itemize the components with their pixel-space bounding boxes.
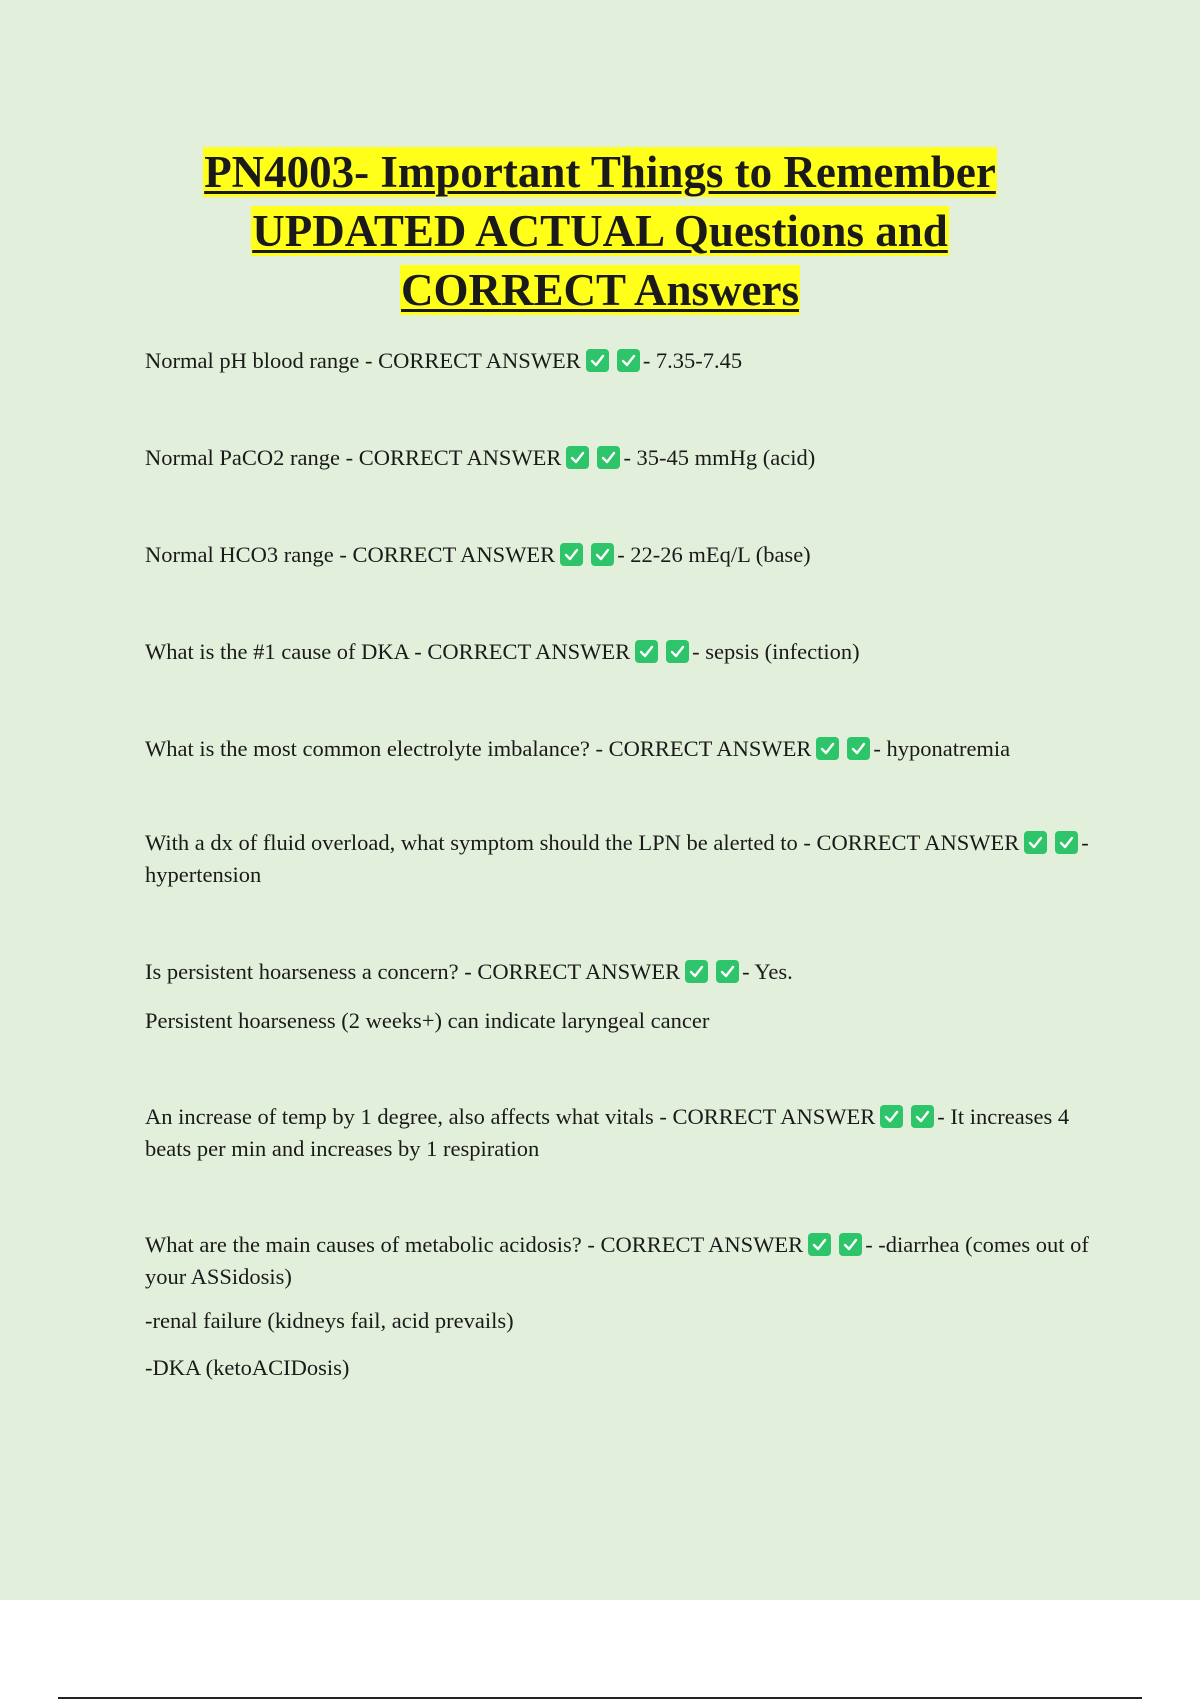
question-text: An increase of temp by 1 degree, also affects what vitals - CORRECT ANSWER [145,1104,876,1129]
note-line: Persistent hoarseness (2 weeks+) can indicate laryngeal cancer [145,1008,710,1033]
check-mark-icon [685,960,708,983]
check-mark-icon [847,737,870,760]
title-line-3: CORRECT Answers [401,265,799,315]
answer-text: - -diarrhea (comes out of your ASSidosis) [145,1232,1089,1289]
check-mark-icon [816,737,839,760]
check-mark-icon [586,349,609,372]
qa-entry [145,956,1100,988]
question-text: Is persistent hoarseness a concern? - CORRECT ANSWER [145,959,681,984]
check-mark-icon [597,446,620,469]
answer-text: - 22-26 mEq/L (base) [617,542,811,567]
check-mark-icon [911,1105,934,1128]
check-mark-icon [566,446,589,469]
answer-text: - 7.35-7.45 [642,348,743,373]
answer-text: - Yes. [742,959,793,984]
question-text: Normal HCO3 range - CORRECT ANSWER [145,542,556,567]
answer-text: - It increases 4 beats per min and increases by 1 respiration [145,1104,1070,1161]
check-mark-icon [839,1233,862,1256]
question-text: Normal pH blood range - CORRECT ANSWER [145,348,581,373]
check-mark-icon [591,543,614,566]
check-mark-icon [1055,831,1078,854]
check-mark-icon [808,1233,831,1256]
question-text: Normal PaCO2 range - CORRECT ANSWER [145,445,562,470]
answer-text: - hypertension [145,830,1089,887]
qa-entry [145,442,1100,474]
check-mark-icon [635,640,658,663]
check-mark-icon [880,1105,903,1128]
check-mark-icon [617,349,640,372]
title-line-1: PN4003- Important Things to Remember [204,147,996,197]
qa-entry [145,733,1100,765]
question-text: What are the main causes of metabolic acidosis? - CORRECT ANSWER [145,1232,804,1257]
note-line: -renal failure (kidneys fail, acid prevails) [145,1308,514,1333]
answer-text: - sepsis (infection) [692,639,860,664]
question-text: What is the most common electrolyte imbalance? - CORRECT ANSWER [145,736,812,761]
check-mark-icon [716,960,739,983]
check-mark-icon [1024,831,1047,854]
check-mark-icon [560,543,583,566]
title-line-2: UPDATED ACTUAL Questions and [252,206,948,256]
qa-entry [145,827,1100,891]
qa-entry [145,539,1100,571]
qa-entry [145,1101,1100,1165]
qa-entry [145,1229,1100,1293]
check-mark-icon [666,640,689,663]
document-title [0,143,1200,320]
question-text: With a dx of fluid overload, what symptom should the LPN be alerted to - CORRECT ANSWER [145,830,1020,855]
answer-text: - hyponatremia [873,736,1011,761]
note-line: -DKA (ketoACIDosis) [145,1355,350,1380]
qa-entry [145,345,1100,377]
answer-text: - 35-45 mmHg (acid) [623,445,816,470]
question-text: What is the #1 cause of DKA - CORRECT ANSWER [145,639,631,664]
qa-entry [145,636,1100,668]
footer-divider [58,1697,1142,1699]
